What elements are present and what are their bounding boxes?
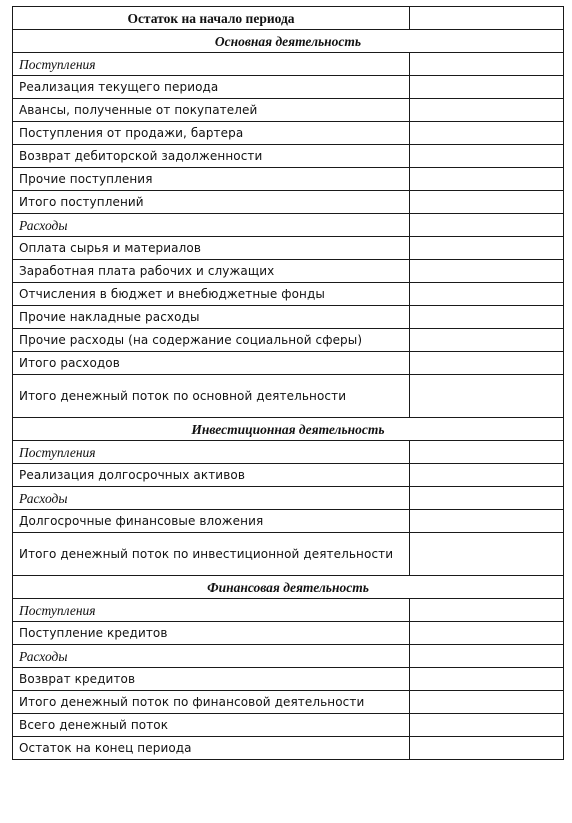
subsection-label: Поступления — [13, 441, 410, 464]
row-label: Прочие поступления — [13, 168, 410, 191]
table-row — [13, 283, 564, 306]
value-cell — [410, 691, 564, 714]
value-cell — [410, 464, 564, 487]
row-label: Заработная плата рабочих и служащих — [13, 260, 410, 283]
subsection-row — [13, 487, 564, 510]
row-label: Реализация текущего периода — [13, 76, 410, 99]
value-cell — [410, 441, 564, 464]
table-row — [13, 237, 564, 260]
value-cell — [410, 375, 564, 418]
subsection-row — [13, 599, 564, 622]
table-row — [13, 714, 564, 737]
table-row — [13, 464, 564, 487]
row-label: Всего денежный поток — [13, 714, 410, 737]
section-title: Финансовая деятельность — [13, 576, 564, 599]
value-cell — [410, 260, 564, 283]
table-row — [13, 145, 564, 168]
table-row — [13, 306, 564, 329]
table-row — [13, 329, 564, 352]
section-header-row — [13, 576, 564, 599]
table-row — [13, 352, 564, 375]
subsection-row — [13, 214, 564, 237]
value-cell — [410, 737, 564, 760]
value-cell — [410, 599, 564, 622]
table-row — [13, 510, 564, 533]
row-label: Поступления от продажи, бартера — [13, 122, 410, 145]
value-cell — [410, 668, 564, 691]
subsection-row — [13, 53, 564, 76]
row-label: Итого денежный поток по финансовой деятельности — [13, 691, 410, 714]
table-row — [13, 375, 564, 418]
table-row — [13, 622, 564, 645]
subsection-row — [13, 645, 564, 668]
value-cell — [410, 510, 564, 533]
row-label: Итого расходов — [13, 352, 410, 375]
value-cell — [410, 352, 564, 375]
opening-balance-row — [13, 7, 564, 30]
subsection-label: Расходы — [13, 214, 410, 237]
table-row — [13, 168, 564, 191]
table-row — [13, 668, 564, 691]
value-cell — [410, 53, 564, 76]
table-row — [13, 76, 564, 99]
row-label: Остаток на конец периода — [13, 737, 410, 760]
table-row — [13, 99, 564, 122]
value-cell — [410, 214, 564, 237]
subsection-label: Поступления — [13, 599, 410, 622]
section-title: Инвестиционная деятельность — [13, 418, 564, 441]
row-label: Прочие расходы (на содержание социальной сферы) — [13, 329, 410, 352]
subsection-label: Поступления — [13, 53, 410, 76]
value-cell — [410, 487, 564, 510]
value-cell — [410, 145, 564, 168]
value-cell — [410, 714, 564, 737]
row-label: Возврат кредитов — [13, 668, 410, 691]
row-label: Итого поступлений — [13, 191, 410, 214]
subsection-label: Расходы — [13, 487, 410, 510]
cash-flow-table — [12, 6, 564, 760]
section-header-row — [13, 30, 564, 53]
row-label: Отчисления в бюджет и внебюджетные фонды — [13, 283, 410, 306]
value-cell — [410, 533, 564, 576]
value-cell — [410, 191, 564, 214]
value-cell — [410, 306, 564, 329]
row-label: Итого денежный поток по инвестиционной деятельности — [13, 533, 410, 576]
table-row — [13, 691, 564, 714]
table-row — [13, 122, 564, 145]
section-title: Основная деятельность — [13, 30, 564, 53]
subsection-row — [13, 441, 564, 464]
value-cell — [410, 283, 564, 306]
table-row — [13, 260, 564, 283]
section-header-row — [13, 418, 564, 441]
table-row — [13, 191, 564, 214]
value-cell — [410, 168, 564, 191]
value-cell — [410, 76, 564, 99]
table-row — [13, 533, 564, 576]
subsection-label: Расходы — [13, 645, 410, 668]
row-label: Итого денежный поток по основной деятельности — [13, 375, 410, 418]
value-cell — [410, 99, 564, 122]
row-label: Возврат дебиторской задолженности — [13, 145, 410, 168]
table-row — [13, 737, 564, 760]
row-label: Прочие накладные расходы — [13, 306, 410, 329]
opening-balance-label: Остаток на начало периода — [13, 7, 410, 30]
row-label: Поступление кредитов — [13, 622, 410, 645]
value-cell — [410, 237, 564, 260]
value-cell — [410, 122, 564, 145]
value-cell — [410, 622, 564, 645]
value-cell — [410, 7, 564, 30]
cash-flow-table-body — [13, 7, 564, 760]
row-label: Реализация долгосрочных активов — [13, 464, 410, 487]
row-label: Авансы, полученные от покупателей — [13, 99, 410, 122]
value-cell — [410, 645, 564, 668]
row-label: Оплата сырья и материалов — [13, 237, 410, 260]
row-label: Долгосрочные финансовые вложения — [13, 510, 410, 533]
value-cell — [410, 329, 564, 352]
